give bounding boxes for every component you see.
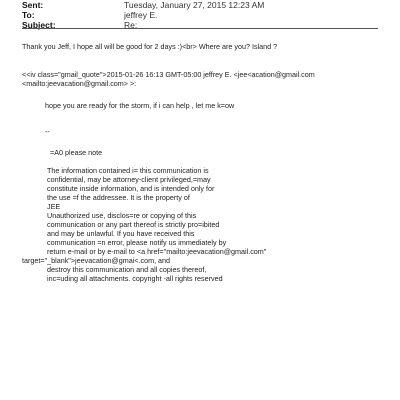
sent-value: Tuesday, January 27, 2015 12:23 AM: [124, 0, 265, 10]
disclaimer-line: JEE: [47, 202, 61, 211]
signature-dash: --: [45, 127, 50, 136]
to-label: To:: [22, 10, 35, 20]
greeting-line: Thank you Jeff, I hope all will be good for 2 days :)<br> Where are you? Island ?: [22, 42, 278, 51]
disclaimer-line: Unauthorized use, disclos=re or copying of this: [47, 211, 197, 220]
disclaimer-line: confidential, may be attorney-client privileged,=may: [47, 175, 211, 184]
disclaimer-line: communication or any part thereof is strictly pro=ibited: [47, 220, 220, 229]
note-line: =A0 please note: [50, 148, 103, 157]
storm-line: hope you are ready for the storm, if i can help , let me k=ow: [45, 101, 235, 110]
disclaimer-line: The information contained i= this communication is: [47, 166, 209, 175]
disclaimer-line: and may be unlawful. If you have received this: [47, 229, 195, 238]
disclaimer-line: target="_blank">jeevacation@gmai<.com, and: [22, 256, 171, 265]
disclaimer-line: the use =f the addressee. It is the property of: [47, 193, 190, 202]
disclaimer-line: communication =n error, please notify us immediately by: [47, 238, 227, 247]
subject-label: Subject:: [22, 20, 56, 30]
disclaimer-line: destroy this communication and all copies thereof,: [47, 265, 207, 274]
header-divider: [22, 28, 378, 29]
disclaimer-line: inc=uding all attachments. copyright -all rights reserved: [47, 274, 223, 283]
disclaimer-line: constitute inside information, and is intended only for: [47, 184, 215, 193]
subject-value: Re:: [124, 20, 138, 30]
to-value: jeffrey E.: [124, 10, 158, 20]
disclaimer-line: return e-mail or by e-mail to <a href="mailto:jeevacation@gmail.com": [47, 247, 267, 256]
quote-line: <<iv class="gmail_quote">2015-01-26 16:13 GMT-05:00 jeffrey E. <jee<acation@gmail.com: [22, 70, 315, 79]
quote-line: <mailto:jeevacation@gmail.com> >:: [22, 79, 137, 88]
sent-label: Sent:: [22, 0, 44, 10]
